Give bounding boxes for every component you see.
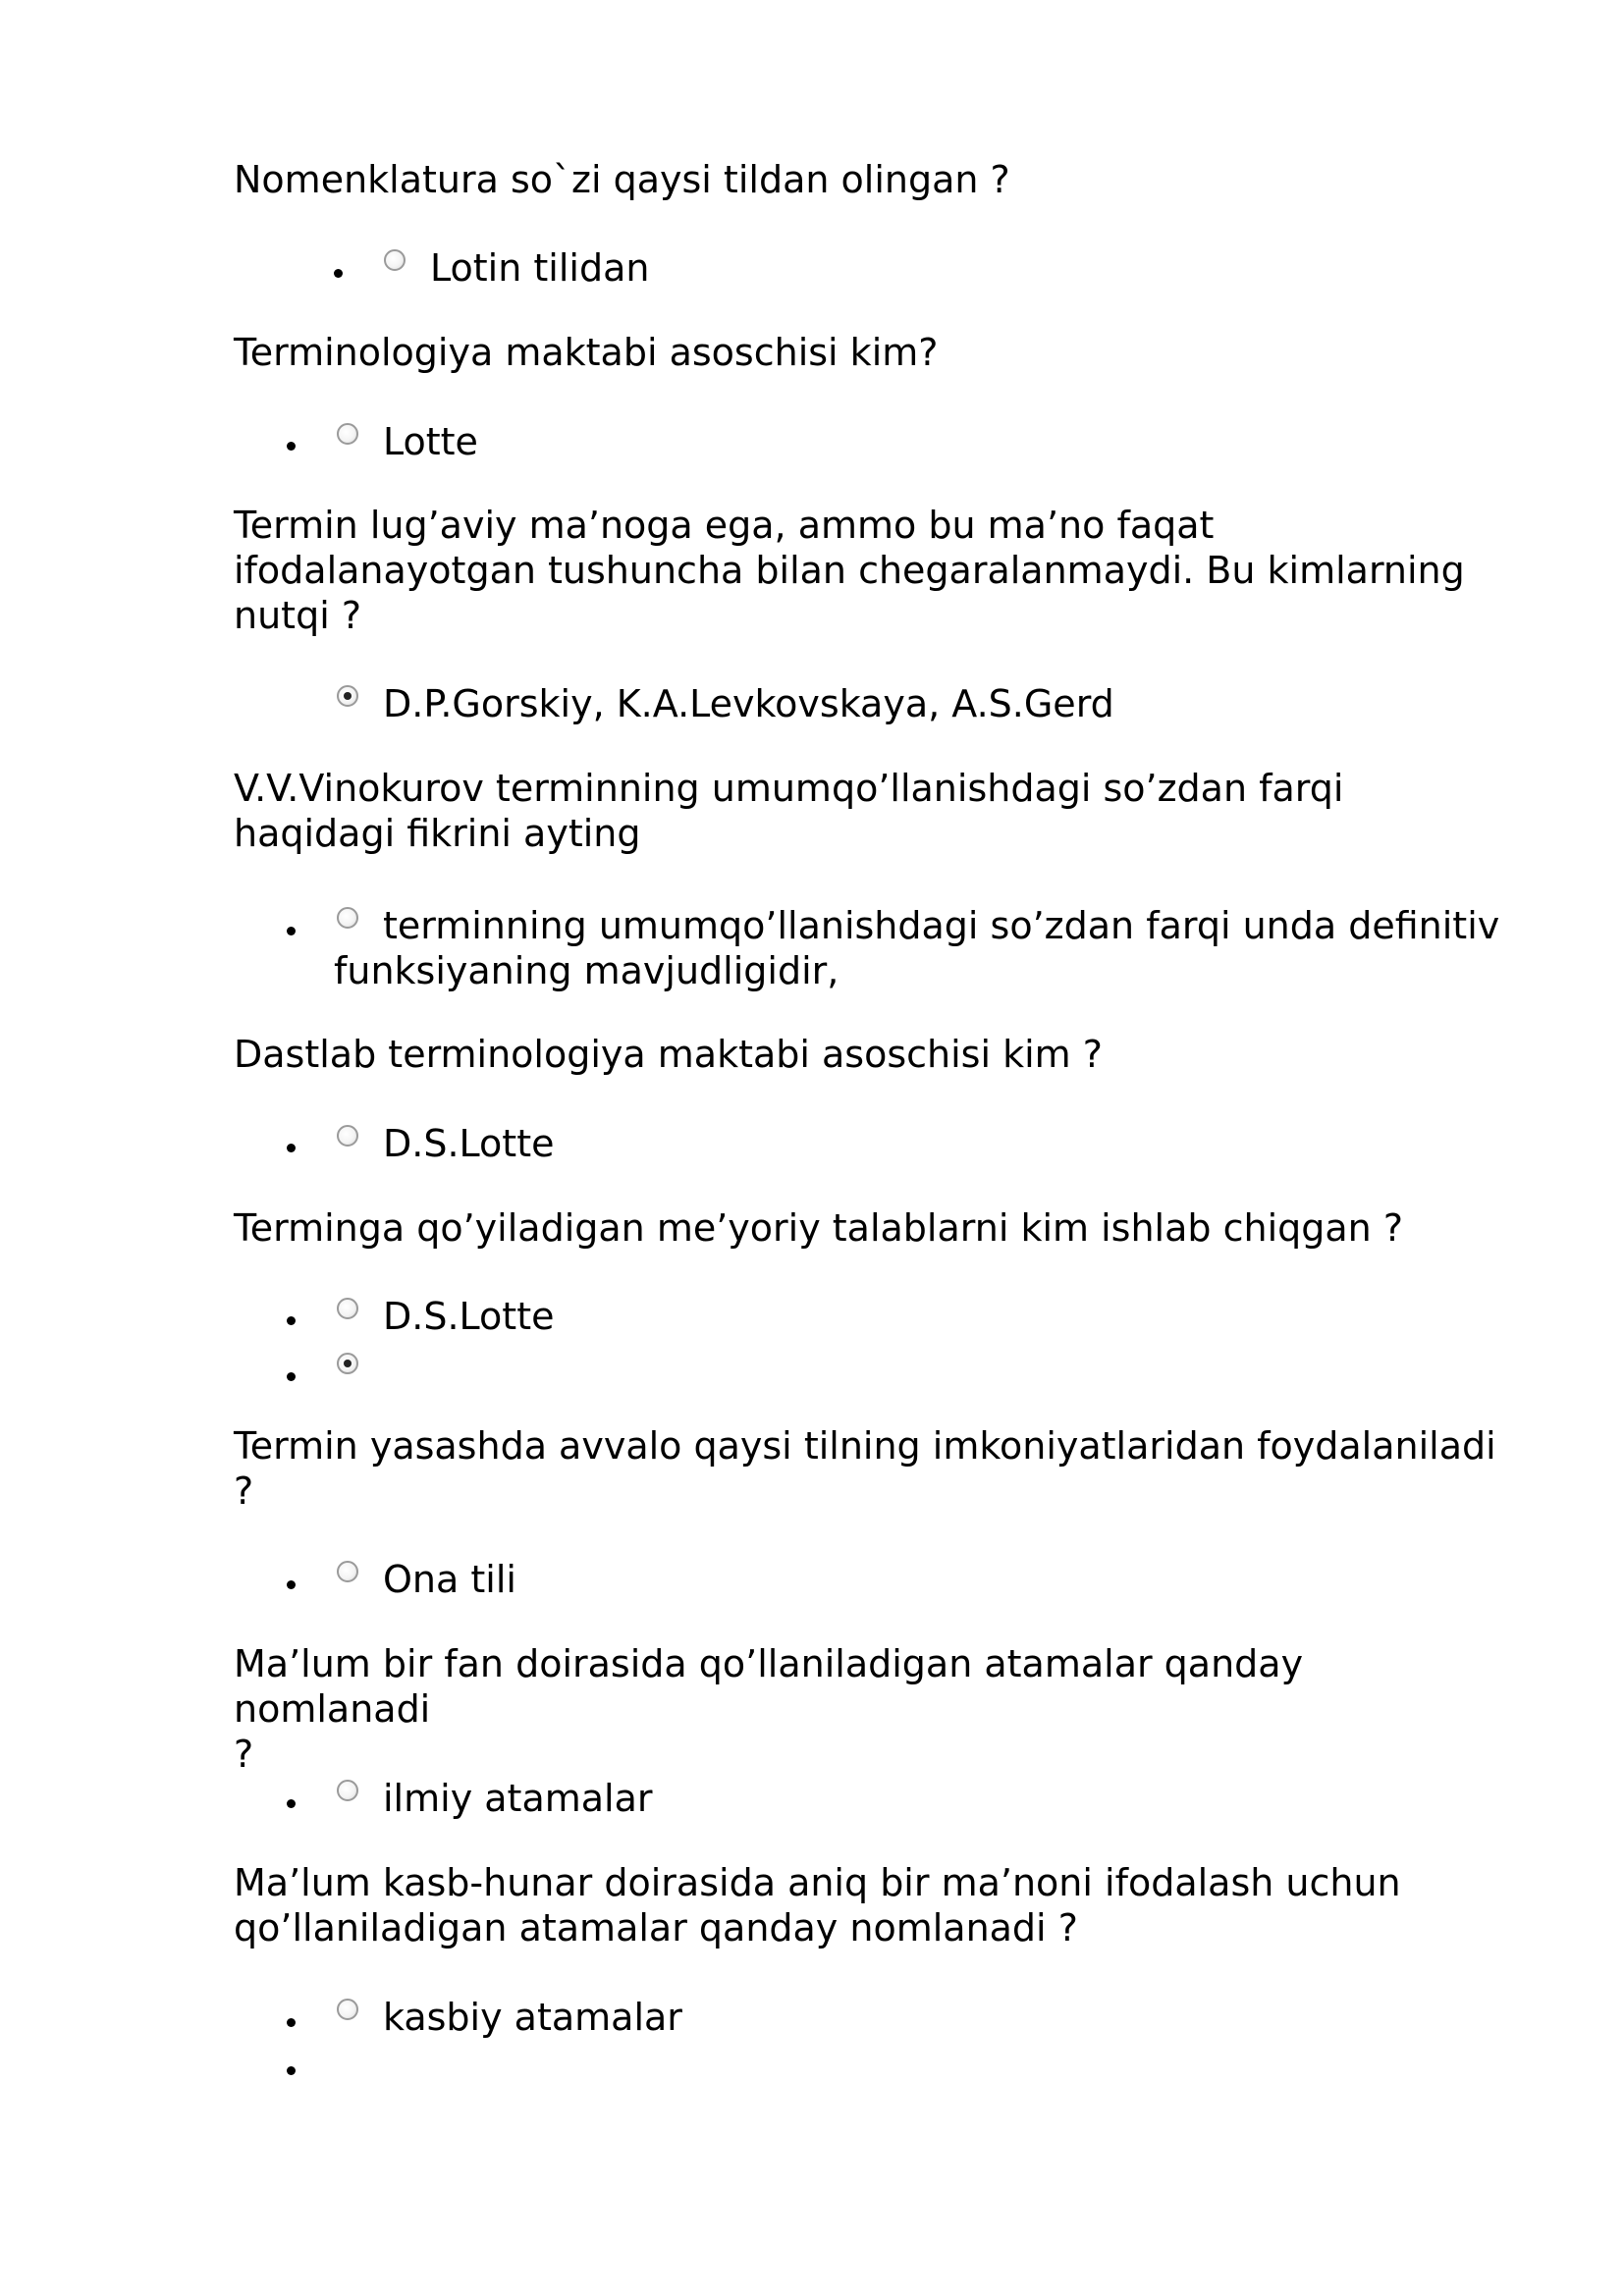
answer-radio-selected[interactable] bbox=[337, 1353, 358, 1374]
answer-radio[interactable] bbox=[337, 1999, 358, 2020]
answer-radio[interactable] bbox=[384, 249, 406, 271]
answer-label: D.S.Lotte bbox=[383, 1122, 555, 1165]
list-bullet bbox=[287, 2018, 296, 2027]
question-text: V.V.Vinokurov terminning umumqo’llanishdagi so’zdan farqi haqidagi fikrini ayting bbox=[234, 767, 1344, 855]
list-bullet bbox=[334, 269, 343, 278]
answer-radio[interactable] bbox=[337, 423, 358, 445]
answer-radio[interactable] bbox=[337, 1561, 358, 1582]
answer-label: Lotte bbox=[383, 420, 478, 463]
answer-label: D.P.Gorskiy, K.A.Levkovskaya, A.S.Gerd bbox=[383, 682, 1114, 725]
answer-radio[interactable] bbox=[337, 1125, 358, 1147]
list-bullet bbox=[287, 442, 296, 451]
answer-radio[interactable] bbox=[337, 1298, 358, 1319]
answer-label: ilmiy atamalar bbox=[383, 1777, 653, 1820]
question-text: Termin lug’aviy ma’noga ega, ammo bu ma’no faqat ifodalanayotgan tushuncha bilan chegaralanmaydi. Bu kimlarning nutqi ? bbox=[234, 504, 1465, 637]
list-bullet bbox=[287, 1799, 296, 1808]
question-text: Termin yasashda avvalo qaysi tilning imkoniyatlaridan foydalaniladi ? bbox=[234, 1424, 1496, 1513]
list-bullet bbox=[287, 1144, 296, 1152]
answer-label: Lotin tilidan bbox=[430, 246, 650, 290]
list-bullet bbox=[287, 1316, 296, 1325]
question-text: Terminologiya maktabi asoschisi kim? bbox=[234, 331, 939, 374]
answer-label: Ona tili bbox=[383, 1558, 516, 1601]
answer-label: D.S.Lotte bbox=[383, 1295, 555, 1338]
answer-label: terminning umumqo’llanishdagi so’zdan farqi unda definitiv funksiyaning mavjudligidir, bbox=[334, 904, 1500, 992]
answer-label: kasbiy atamalar bbox=[383, 1996, 682, 2039]
question-text: Terminga qo’yiladigan me’yoriy talablarni kim ishlab chiqgan ? bbox=[234, 1206, 1403, 1250]
list-bullet bbox=[287, 927, 296, 935]
answer-radio[interactable] bbox=[337, 1780, 358, 1801]
list-bullet bbox=[287, 1372, 296, 1381]
question-text: Ma’lum bir fan doirasida qo’llaniladigan atamalar qanday nomlanadi ? bbox=[234, 1642, 1304, 1776]
list-bullet bbox=[287, 1580, 296, 1589]
question-text: Ma’lum kasb-hunar doirasida aniq bir ma’noni ifodalash uchun qo’llaniladigan atamalar qanday nomlanadi ? bbox=[234, 1861, 1401, 1949]
list-bullet bbox=[287, 2066, 296, 2075]
question-text: Nomenklatura so`zi qaysi tildan olingan ? bbox=[234, 158, 1010, 201]
answer-radio-selected[interactable] bbox=[337, 685, 358, 707]
question-text: Dastlab terminologiya maktabi asoschisi kim ? bbox=[234, 1033, 1103, 1076]
